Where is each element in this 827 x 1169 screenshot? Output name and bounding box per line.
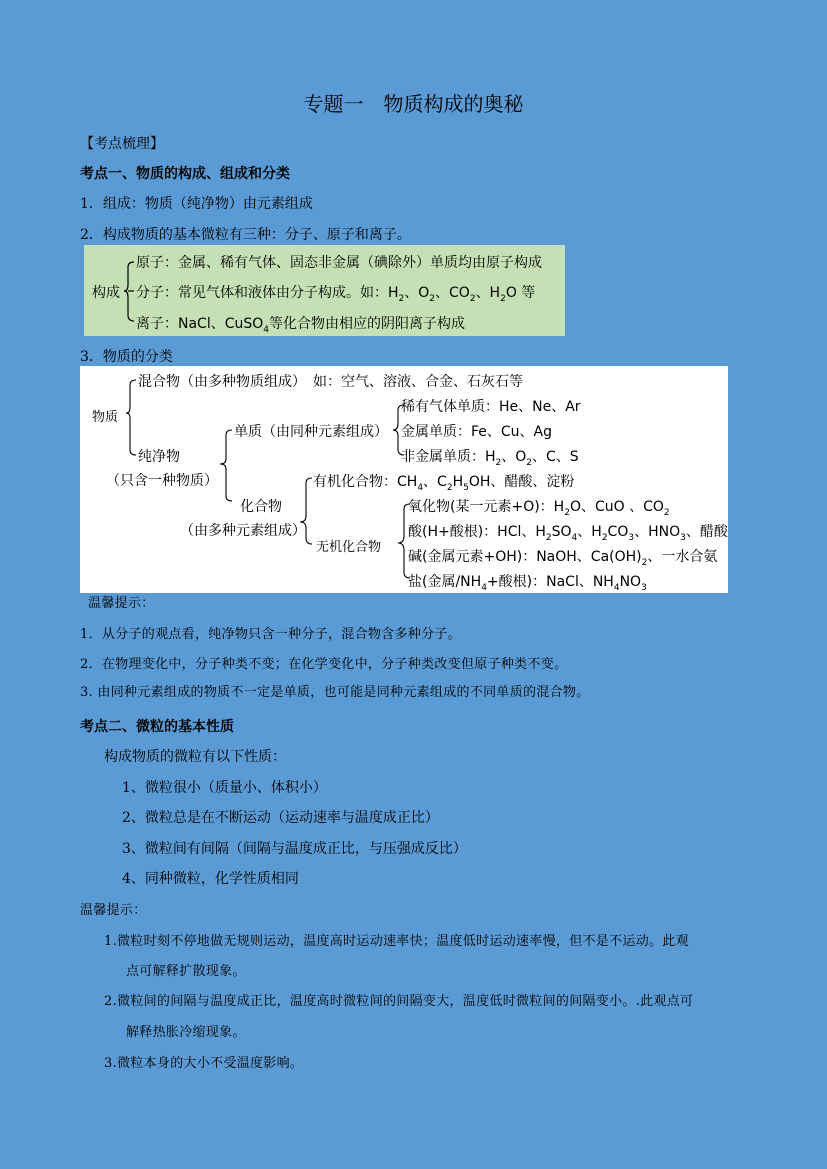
class-noble: 稀有气体单质：He、Ne、Ar: [401, 399, 581, 415]
point1-tip-3: 3. 由同种元素组成的物质不一定是单质，也可能是同种元素组成的不同单质的混合物。: [80, 685, 590, 700]
atom-line: 原子：金属、稀有气体、固态非金属（碘除外）单质均由原子构成: [136, 255, 542, 271]
point1-tip-label: 温馨提示：: [88, 596, 155, 611]
classification-diagram: [80, 366, 728, 593]
point2-prop-3: 3、微粒间有间隔（间隔与温度成正比，与压强成反比）: [122, 841, 467, 857]
point2-heading: 考点二、微粒的基本性质: [80, 719, 234, 735]
class-pure-note: （只含一种物质）: [106, 473, 218, 489]
class-mixture: 混合物（由多种物质组成） 如：空气、溶液、合金、石灰石等: [138, 374, 523, 390]
section-header: 【考点梳理】: [80, 136, 164, 152]
composition-root: 构成: [92, 285, 120, 301]
class-metal: 金属单质：Fe、Cu、Ag: [401, 424, 553, 440]
point2-tip-1: 1.微粒时刻不停地做无规则运动，温度高时运动速率快；温度低时运动速率慢，但不是不运动。此观: [104, 934, 689, 949]
class-salt: 盐(金属$/NH_4+$酸根)：NaCl、$NH_4NO_3$: [408, 574, 647, 593]
point1-item3: 3．物质的分类: [80, 349, 173, 365]
point1-item1: 1．组成：物质（纯净物）由元素组成: [80, 196, 313, 212]
point2-tip-2-cont: 解释热胀冷缩现象。: [126, 1025, 246, 1040]
ion-line: 离子：NaCl、CuSO$_4$等化合物由相应的阴阳离子构成: [136, 316, 466, 335]
class-root: 物质: [92, 410, 119, 425]
point2-tip-1-cont: 点可解释扩散现象。: [126, 964, 246, 979]
class-compound-note: （由多种元素组成）: [180, 523, 306, 539]
class-compound: 化合物: [240, 499, 282, 515]
class-base: 碱(金属元素+OH)：NaOH、$Ca(OH)_2$、一水合氨: [408, 549, 718, 568]
class-organic: 有机化合物：$CH_4$、$C_2H_5OH$、醋酸、淀粉: [313, 474, 575, 493]
class-pure: 纯净物: [138, 449, 180, 465]
class-inorganic: 无机化合物: [316, 540, 382, 555]
point2-tip-2: 2.微粒间的间隔与温度成正比，温度高时微粒间的间隔变大，温度低时微粒间的间隔变小。.此观点可: [104, 994, 694, 1009]
class-nonmetal: 非金属单质：$H_2$、$O_2$、C、S: [401, 449, 579, 468]
composition-diagram: [84, 245, 565, 336]
point1-tip-1: 1．从分子的观点看，纯净物只含一种分子，混合物含多种分子。: [80, 627, 461, 642]
point2-tip-label: 温馨提示：: [80, 903, 147, 918]
point2-prop-4: 4、同种微粒，化学性质相同: [122, 871, 299, 887]
class-element: 单质（由同种元素组成）: [234, 424, 388, 440]
point1-item2: 2．构成物质的基本微粒有三种：分子、原子和离子。: [80, 227, 411, 243]
class-acid: 酸(H+酸根)：HCl、$H_2SO_4$、$H_2CO_3$、$HNO_3$、醋酸: [408, 524, 728, 543]
point2-prop-2: 2、微粒总是在不断运动（运动速率与温度成正比）: [122, 810, 439, 826]
class-oxide: 氧化物(某一元素+O)：$H_2O$、CuO 、$CO_2$: [408, 499, 670, 518]
page-title: 专题一 物质构成的奥秘: [303, 92, 524, 116]
point2-prop-1: 1、微粒很小（质量小、体积小）: [122, 780, 327, 796]
point2-tip-3: 3.微粒本身的大小不受温度影响。: [104, 1056, 304, 1071]
molecule-line: 分子：常见气体和液体由分子构成。如：$H_2$、$O_2$、$CO_2$、$H_2O$ 等: [136, 285, 536, 304]
point1-heading: 考点一、物质的构成、组成和分类: [80, 166, 290, 182]
point1-tip-2: 2．在物理变化中，分子种类不变；在化学变化中，分子种类改变但原子种类不变。: [80, 657, 568, 672]
point2-intro: 构成物质的微粒有以下性质：: [104, 749, 286, 765]
